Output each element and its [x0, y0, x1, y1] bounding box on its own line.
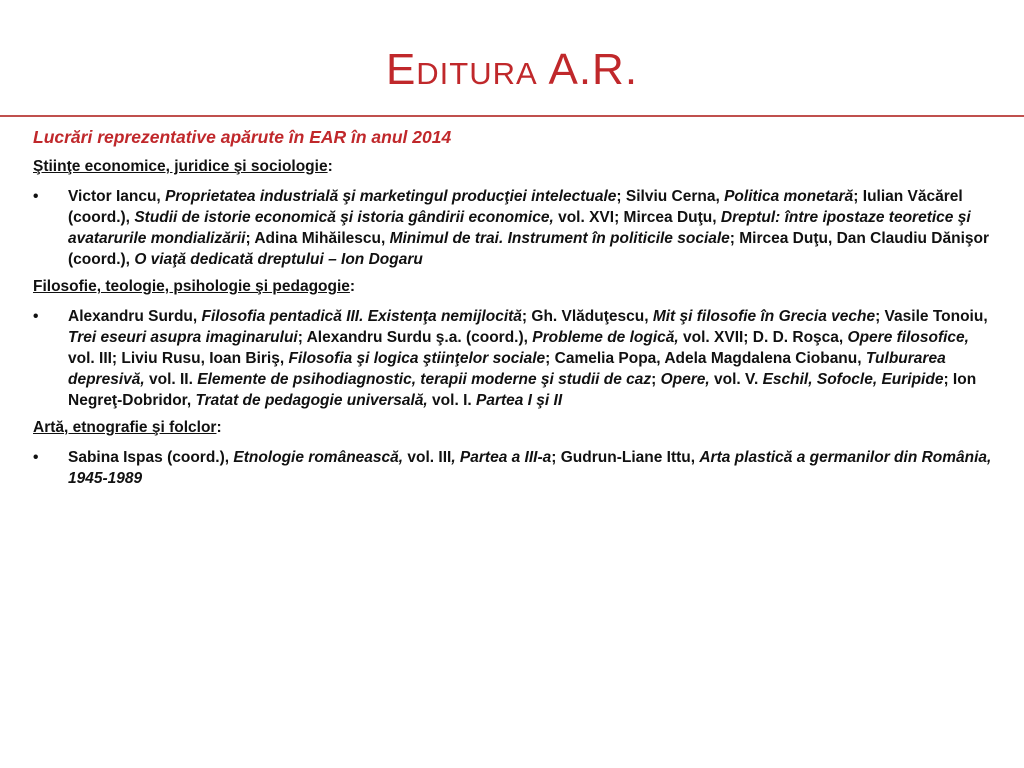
section: [33, 417, 999, 489]
work-title: Opere filosofice,: [847, 329, 969, 346]
bullet-text: vol. I.: [427, 392, 476, 409]
work-title: Filosofia şi logica ştiinţelor sociale: [288, 350, 546, 367]
work-title: Probleme de logică,: [532, 329, 679, 346]
work-title: Dreptul: între ipostaze teoretice şi avatarurile mondializării: [68, 209, 971, 247]
section-heading: Ştiinţe economice, juridice şi sociologie: [33, 158, 328, 175]
slide-body: [33, 124, 999, 489]
bullet-text: ; Gh. Vlăduţescu,: [521, 308, 653, 325]
bullet-text: vol. XVII; D. D. Roşca,: [678, 329, 848, 346]
work-title: Minimul de trai. Instrument în politicile sociale: [389, 230, 730, 247]
bullet-text: vol. III; Liviu Rusu, Ioan Biriş,: [68, 350, 289, 367]
work-title: Proprietatea industrială şi marketingul producţiei intelectuale: [165, 188, 617, 205]
section-heading: Filosofie, teologie, psihologie şi pedagogie: [33, 278, 350, 295]
bullet-text: ; Iulian Văcărel (coord.),: [68, 188, 963, 226]
work-title: , Partea a III-a: [451, 449, 552, 466]
bullet-text: ; Ion Negreţ-Dobridor,: [68, 371, 977, 409]
slide-subtitle: Lucrări reprezentative apărute în EAR în anul 2014: [33, 127, 452, 147]
bullet-text: vol. II.: [144, 371, 198, 388]
title-divider: [0, 115, 1024, 117]
bullet-text: vol. III: [403, 449, 452, 466]
bullet-text: Sabina Ispas (coord.),: [68, 449, 234, 466]
bullet-text: ; Camelia Popa, Adela Magdalena Ciobanu,: [545, 350, 866, 367]
work-title: Tratat de pedagogie universală,: [195, 392, 428, 409]
bullet-item: [33, 306, 999, 411]
section-heading-colon: :: [327, 158, 333, 175]
bullet-icon: •: [33, 449, 39, 466]
work-title: Tulburarea depresivă,: [68, 350, 946, 388]
bullet-text: ; Vasile Tonoiu,: [875, 308, 988, 325]
work-title: Elemente de psihodiagnostic, terapii moderne şi studii de caz: [197, 371, 652, 388]
bullet-text: ; Adina Mihăilescu,: [245, 230, 390, 247]
bullet-item: [33, 186, 999, 270]
bullet-text: Alexandru Surdu,: [68, 308, 202, 325]
bullet-text: vol. XVI; Mircea Duţu,: [553, 209, 721, 226]
work-title: Arta plastică a germanilor din România, 1945-1989: [68, 449, 992, 487]
bullet-text: ; Mircea Duţu, Dan Claudiu Dănişor (coord.),: [68, 230, 990, 268]
section-heading-colon: :: [216, 419, 222, 436]
work-title: Politica monetară: [724, 188, 854, 205]
bullet-icon: •: [33, 188, 39, 205]
work-title: Mit şi filosofie în Grecia veche: [652, 308, 876, 325]
section-list: [33, 156, 999, 489]
bullet-text: ; Gudrun-Liane Ittu,: [551, 449, 700, 466]
work-title: O viaţă dedicată dreptului – Ion Dogaru: [134, 251, 423, 268]
section-heading-line: [33, 417, 999, 438]
section-heading-line: [33, 156, 999, 177]
slide-title: Editura A.R.: [385, 45, 639, 94]
section-heading-colon: :: [349, 278, 356, 295]
work-title: Trei eseuri asupra imaginarului: [68, 329, 298, 346]
work-title: Partea I şi II: [475, 392, 563, 409]
bullet-text: Victor Iancu,: [68, 188, 166, 205]
bullet-text: ;: [651, 371, 661, 388]
work-title: Filosofia pentadică III. Existenţa nemijlocită: [201, 308, 522, 325]
section-heading-line: [33, 276, 999, 297]
section-heading: Artă, etnografie şi folclor: [33, 419, 217, 436]
section: [33, 156, 999, 270]
bullet-text: ; Silviu Cerna,: [616, 188, 725, 205]
work-title: Etnologie românească,: [233, 449, 404, 466]
bullet-icon: •: [33, 308, 39, 325]
section: [33, 276, 999, 411]
work-title: Studii de istorie economică şi istoria gândirii economice,: [134, 209, 554, 226]
work-title: Opere,: [660, 371, 710, 388]
bullet-text: vol. V.: [709, 371, 763, 388]
bullet-text: ; Alexandru Surdu ş.a. (coord.),: [297, 329, 533, 346]
work-title: Eschil, Sofocle, Euripide: [762, 371, 944, 388]
bullet-item: [33, 447, 999, 489]
